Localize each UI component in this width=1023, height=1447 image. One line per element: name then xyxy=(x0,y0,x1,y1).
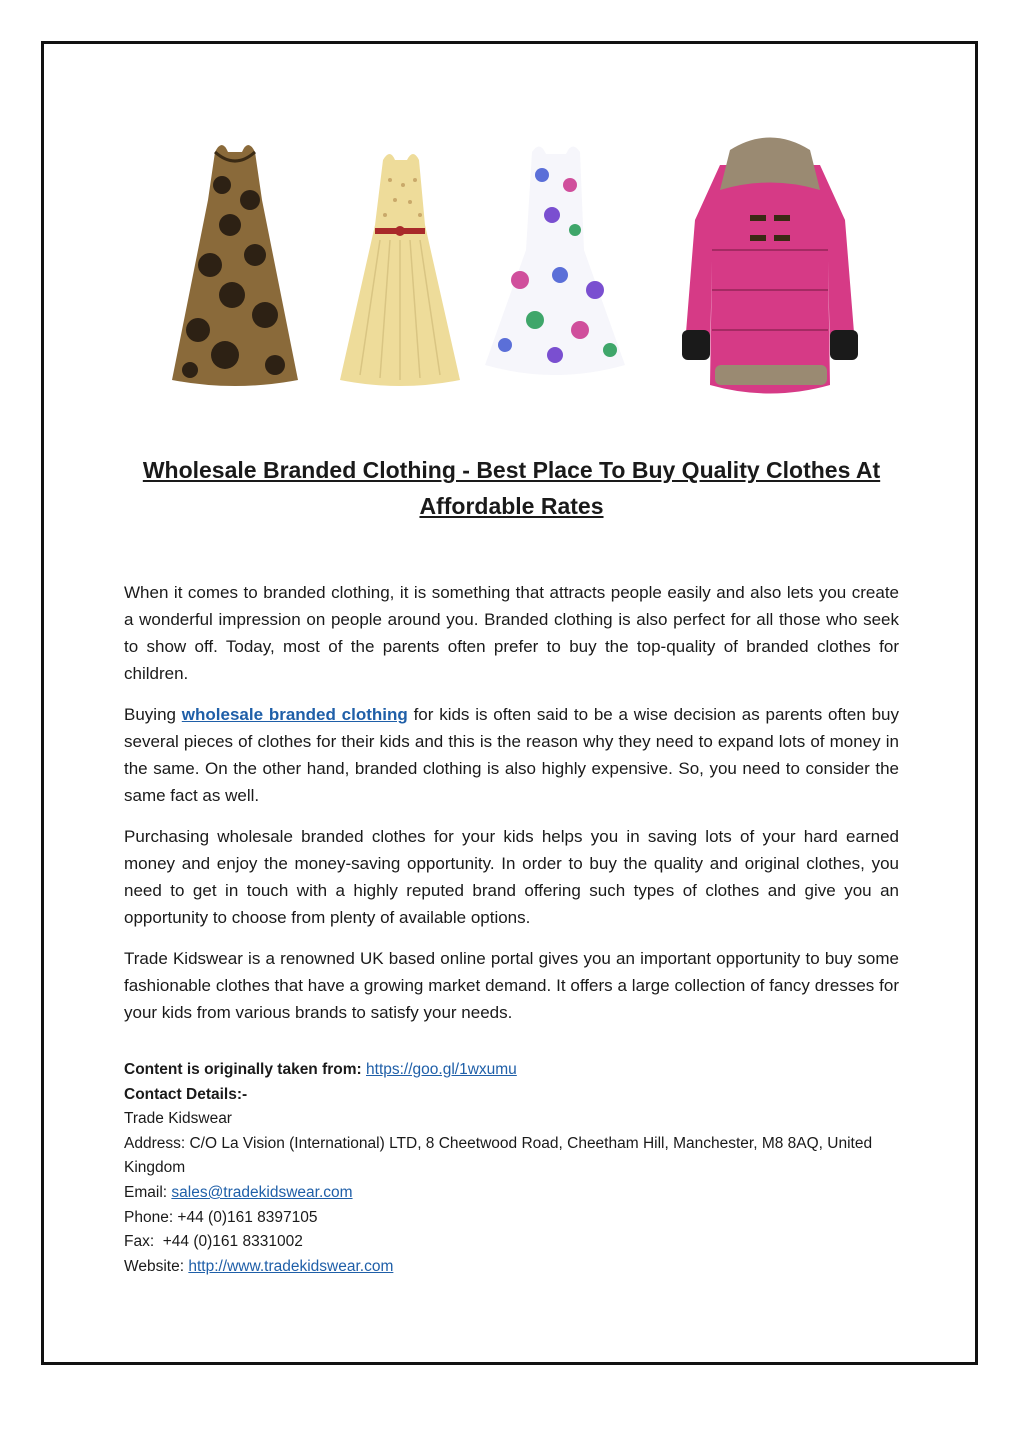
website-label: Website: xyxy=(124,1257,185,1275)
email-link[interactable]: sales@tradekidswear.com xyxy=(171,1183,353,1201)
paragraph-1: When it comes to branded clothing, it is something that attracts people easily and also lets you create a wonderful impression on people around you. Branded clothing is also perfect for all those who seek to show off. Today, most of the parents often prefer to buy the top-quality of branded clothes for children. xyxy=(124,583,899,683)
paragraph-3: Purchasing wholesale branded clothes for your kids helps you in saving lots of your hard earned money and enjoy the money-saving opportunity. In order to buy the quality and original clothes, you need to get in touch with a highly reputed brand offering such types of clothes and give you an opportunity to choose from plenty of available options. xyxy=(124,827,899,927)
pink-fur-trim-jacket-image[interactable] xyxy=(680,130,860,400)
page-title: Wholesale Branded Clothing - Best Place To Buy Quality Clothes At Affordable Rates xyxy=(142,457,881,519)
cream-polka-dot-dress-image[interactable] xyxy=(335,130,465,390)
contact-section xyxy=(124,1058,914,1279)
product-image-strip xyxy=(160,130,880,410)
address: Address: C/O La Vision (International) LTD, 8 Cheetwood Road, Cheetham Hill, Manchester, M8 8AQ, United Kingdom xyxy=(124,1134,873,1177)
phone: Phone: +44 (0)161 8397105 xyxy=(124,1208,318,1226)
email-label: Email: xyxy=(124,1183,168,1201)
article-body xyxy=(124,579,899,1040)
white-floral-dress-image[interactable] xyxy=(480,130,630,390)
fax: Fax: +44 (0)161 8331002 xyxy=(124,1233,303,1251)
contact-details-label: Contact Details:- xyxy=(124,1085,248,1103)
paragraph-4: Trade Kidswear is a renowned UK based online portal gives you an important opportunity to buy some fashionable clothes that have a growing market demand. It offers a large collection of fancy dresses for your kids from various brands to satisfy your needs. xyxy=(124,949,899,1022)
wholesale-branded-clothing-link[interactable]: wholesale branded clothing xyxy=(181,705,408,724)
website-link[interactable]: http://www.tradekidswear.com xyxy=(188,1257,394,1275)
paragraph-2: Buying wholesale branded clothing for kids is often said to be a wise decision as parents often buy several pieces of clothes for their kids and this is the reason why they need to expand lots of money in the same. On the other hand, branded clothing is also highly expensive. So, you need to consider the same fact as well. xyxy=(124,705,899,805)
brown-floral-dress-image[interactable] xyxy=(170,130,300,390)
company-name: Trade Kidswear xyxy=(124,1110,232,1128)
source-url-link[interactable]: https://goo.gl/1wxumu xyxy=(366,1061,517,1078)
source-label: Content is originally taken from: xyxy=(124,1061,362,1078)
